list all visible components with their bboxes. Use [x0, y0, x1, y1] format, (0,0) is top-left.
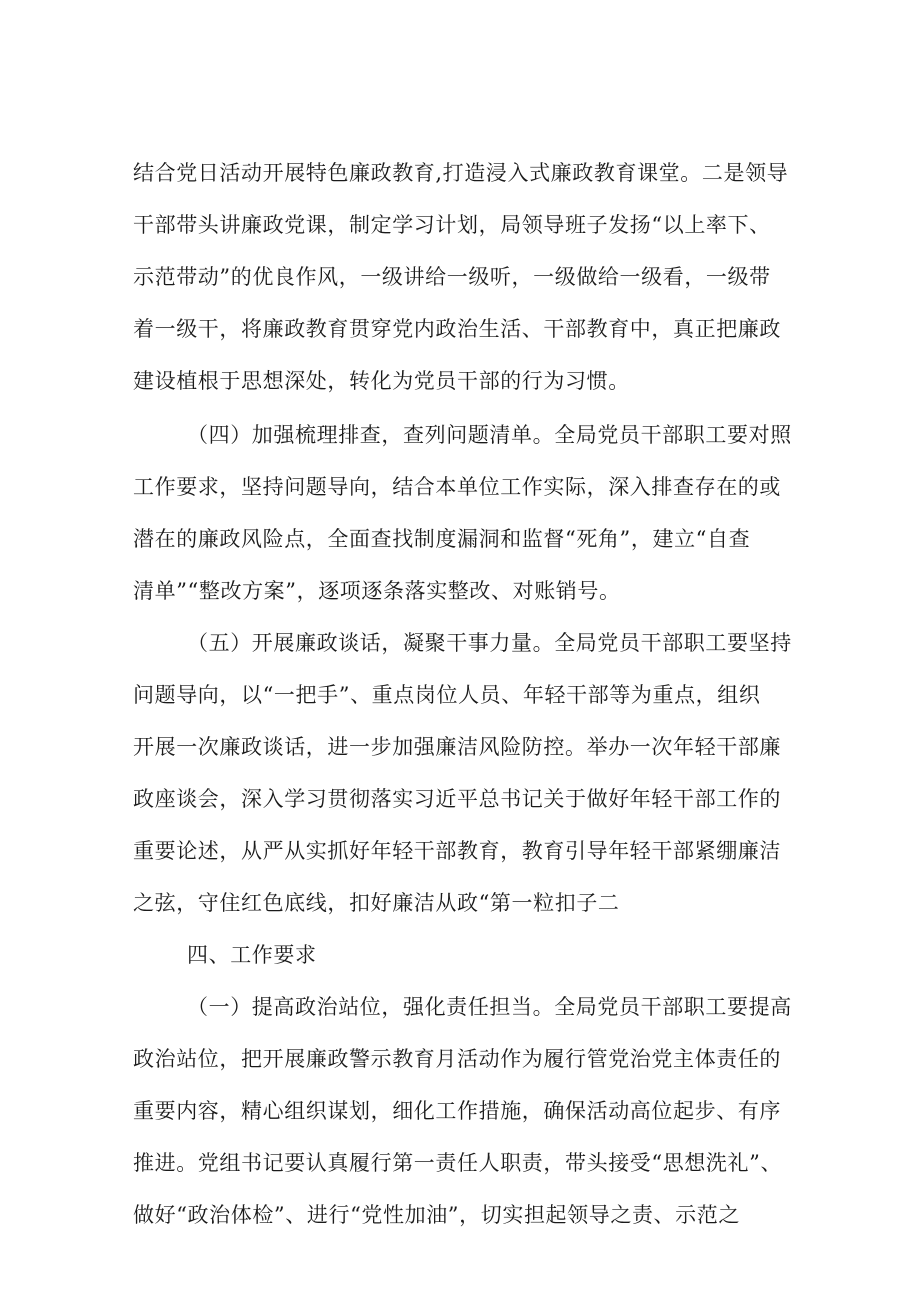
- paragraph-line: 示范带动”的优良作风，一级讲给一级听，一级做给一级看，一级带: [133, 265, 771, 289]
- paragraph-line: 工作要求，坚持问题导向，结合本单位工作实际，深入排查存在的或: [133, 475, 781, 499]
- section-heading-line: （四）加强梳理排查，查列问题清单。全局党员干部职工要对照: [187, 423, 792, 447]
- paragraph-line: 开展一次廉政谈话，进一步加强廉洁风险防控。举办一次年轻干部廉: [133, 735, 781, 759]
- paragraph-line: 重要论述，从严从实抓好年轻干部教育，教育引导年轻干部紧绷廉洁: [133, 839, 781, 863]
- paragraph-line: 潜在的廉政风险点，全面查找制度漏洞和监督“死角”，建立“自查: [133, 527, 751, 551]
- paragraph-line: 重要内容，精心组织谋划，细化工作措施，确保活动高位起步、有序: [133, 1099, 781, 1123]
- paragraph-line: 干部带头讲廉政党课，制定学习计划，局领导班子发扬“以上率下、: [133, 213, 771, 237]
- paragraph-line: 问题导向，以“一把手”、重点岗位人员、年轻干部等为重点，组织: [133, 683, 761, 707]
- paragraph-line: 清单”“整改方案”，逐项逐条落实整改、对账销号。: [133, 579, 621, 603]
- paragraph-line: 着一级干，将廉政教育贯穿党内政治生活、干部教育中，真正把廉政: [133, 317, 781, 341]
- paragraph-line: 做好“政治体检”、进行“党性加油”，切实担起领导之责、示范之: [133, 1203, 740, 1227]
- paragraph-line: 政座谈会，深入学习贯彻落实习近平总书记关于做好年轻干部工作的: [133, 787, 781, 811]
- paragraph-line: 推进。党组书记要认真履行第一责任人职责，带头接受“思想洗礼”、: [133, 1151, 783, 1175]
- section-heading-line: （一）提高政治站位，强化责任担当。全局党员干部职工要提高: [187, 995, 792, 1019]
- section-heading-line: （五）开展廉政谈话，凝聚干事力量。全局党员干部职工要坚持: [187, 631, 792, 655]
- paragraph-line: 结合党日活动开展特色廉政教育,打造浸入式廉政教育课堂。二是领导: [133, 161, 789, 185]
- paragraph-line: 建设植根于思想深处，转化为党员干部的行为习惯。: [133, 369, 630, 393]
- chapter-heading: 四、工作要求: [187, 943, 317, 967]
- paragraph-line: 政治站位，把开展廉政警示教育月活动作为履行管党治党主体责任的: [133, 1047, 781, 1071]
- paragraph-line: 之弦，守住红色底线，扣好廉洁从政“第一粒扣子二: [133, 891, 620, 915]
